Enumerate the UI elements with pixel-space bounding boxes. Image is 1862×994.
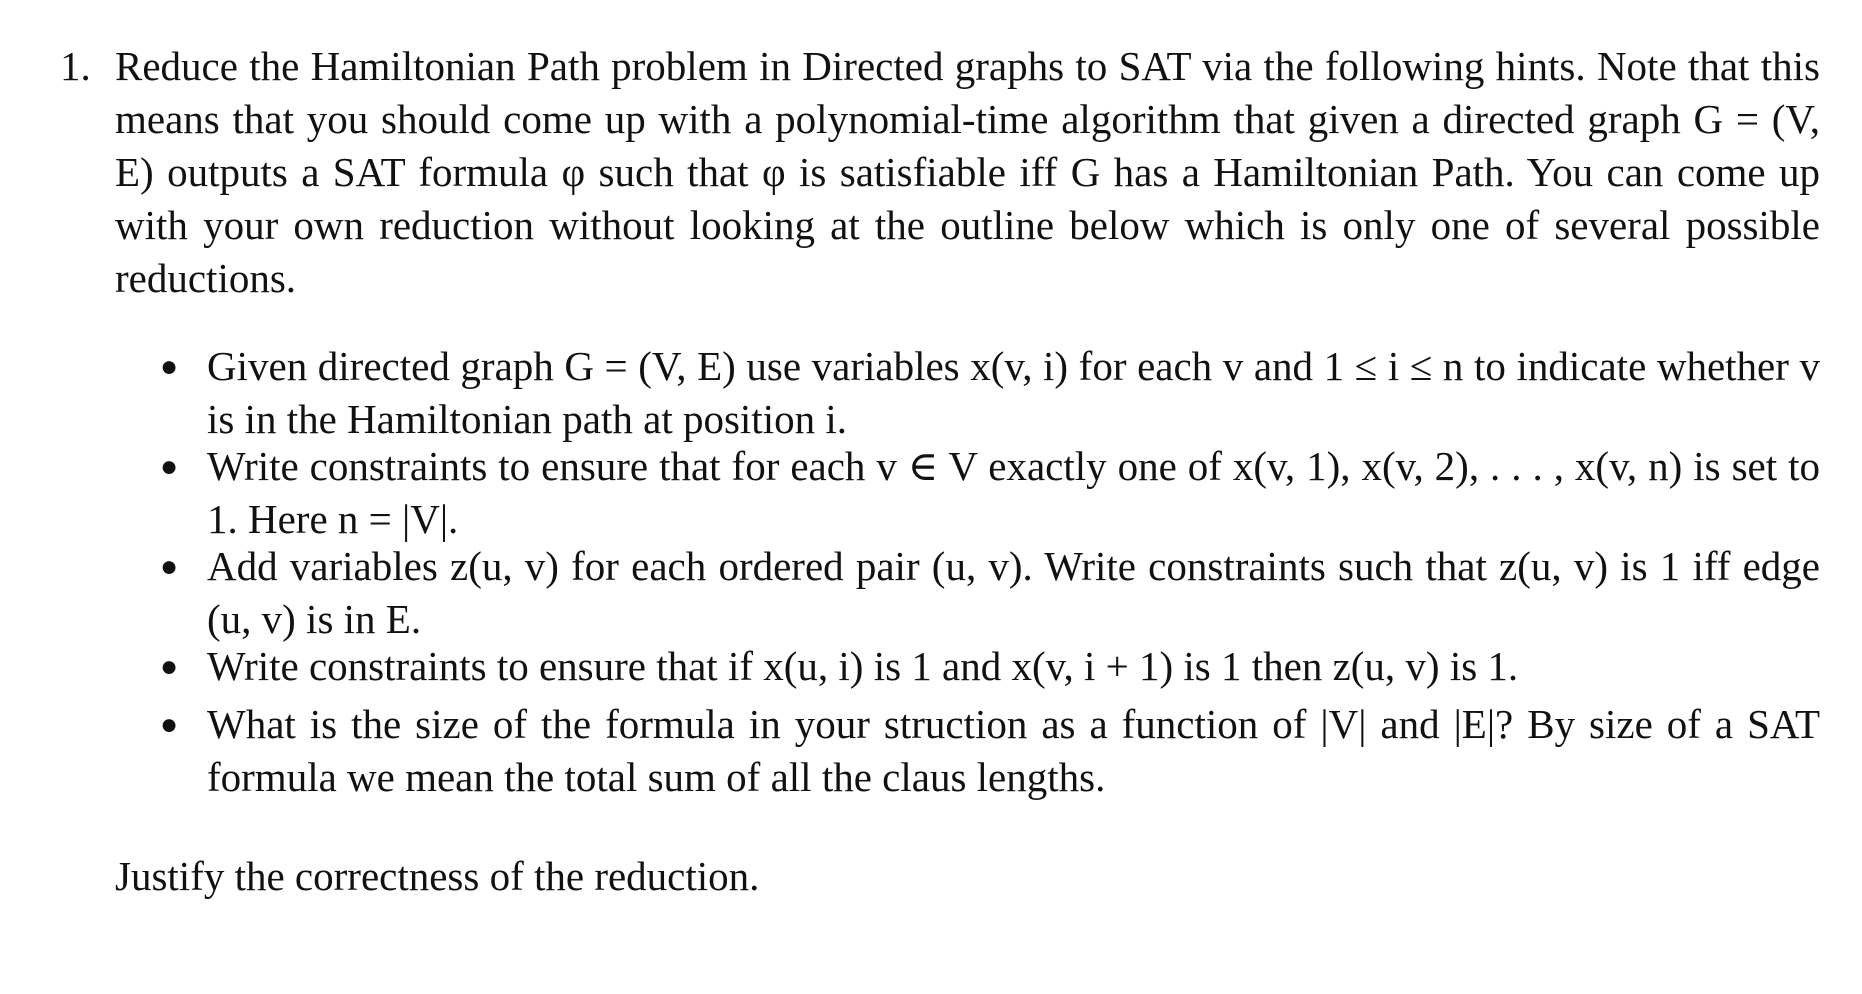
hint-text: What is the size of the formula in your struction as a function of |V| and |E|? By size of a SAT formula we mean the total sum of all the claus lengths. bbox=[207, 701, 1820, 800]
hint-text: Write constraints to ensure that for each v ∈ V exactly one of x(v, 1), x(v, 2), . . . , x(v, n) is set to 1. Here n = |V|. bbox=[207, 443, 1820, 542]
hint-text: Write constraints to ensure that if x(u, i) is 1 and x(v, i + 1) is 1 then z(u, v) is 1. bbox=[207, 643, 1519, 689]
bullet-icon: ● bbox=[160, 350, 179, 383]
bullet-icon: ● bbox=[160, 550, 179, 583]
bullet-icon: ● bbox=[160, 450, 179, 483]
hint-text: Given directed graph G = (V, E) use variables x(v, i) for each v and 1 ≤ i ≤ n to indicate whether v is in the Hamiltonian path at position i. bbox=[207, 343, 1820, 442]
bullet-icon: ● bbox=[160, 650, 179, 683]
hint-text: Add variables z(u, v) for each ordered pair (u, v). Write constraints such that z(u, v) is 1 iff edge (u, v) is in E. bbox=[207, 543, 1820, 642]
closing-instruction: Justify the correctness of the reduction. bbox=[115, 853, 760, 899]
problem-number: 1. bbox=[60, 43, 91, 89]
problem-intro: Reduce the Hamiltonian Path problem in Directed graphs to SAT via the following hints. Note that this means that you should come up with a polynomial-time algorithm that given a directed graph G = (V, E) outputs a SAT formula φ such that φ is satisfiable iff G has a Hamiltonian Path. You can come up with your own reduction without looking at the outline below which is only one of several possible reductions. bbox=[115, 43, 1820, 301]
bullet-icon: ● bbox=[160, 708, 179, 741]
